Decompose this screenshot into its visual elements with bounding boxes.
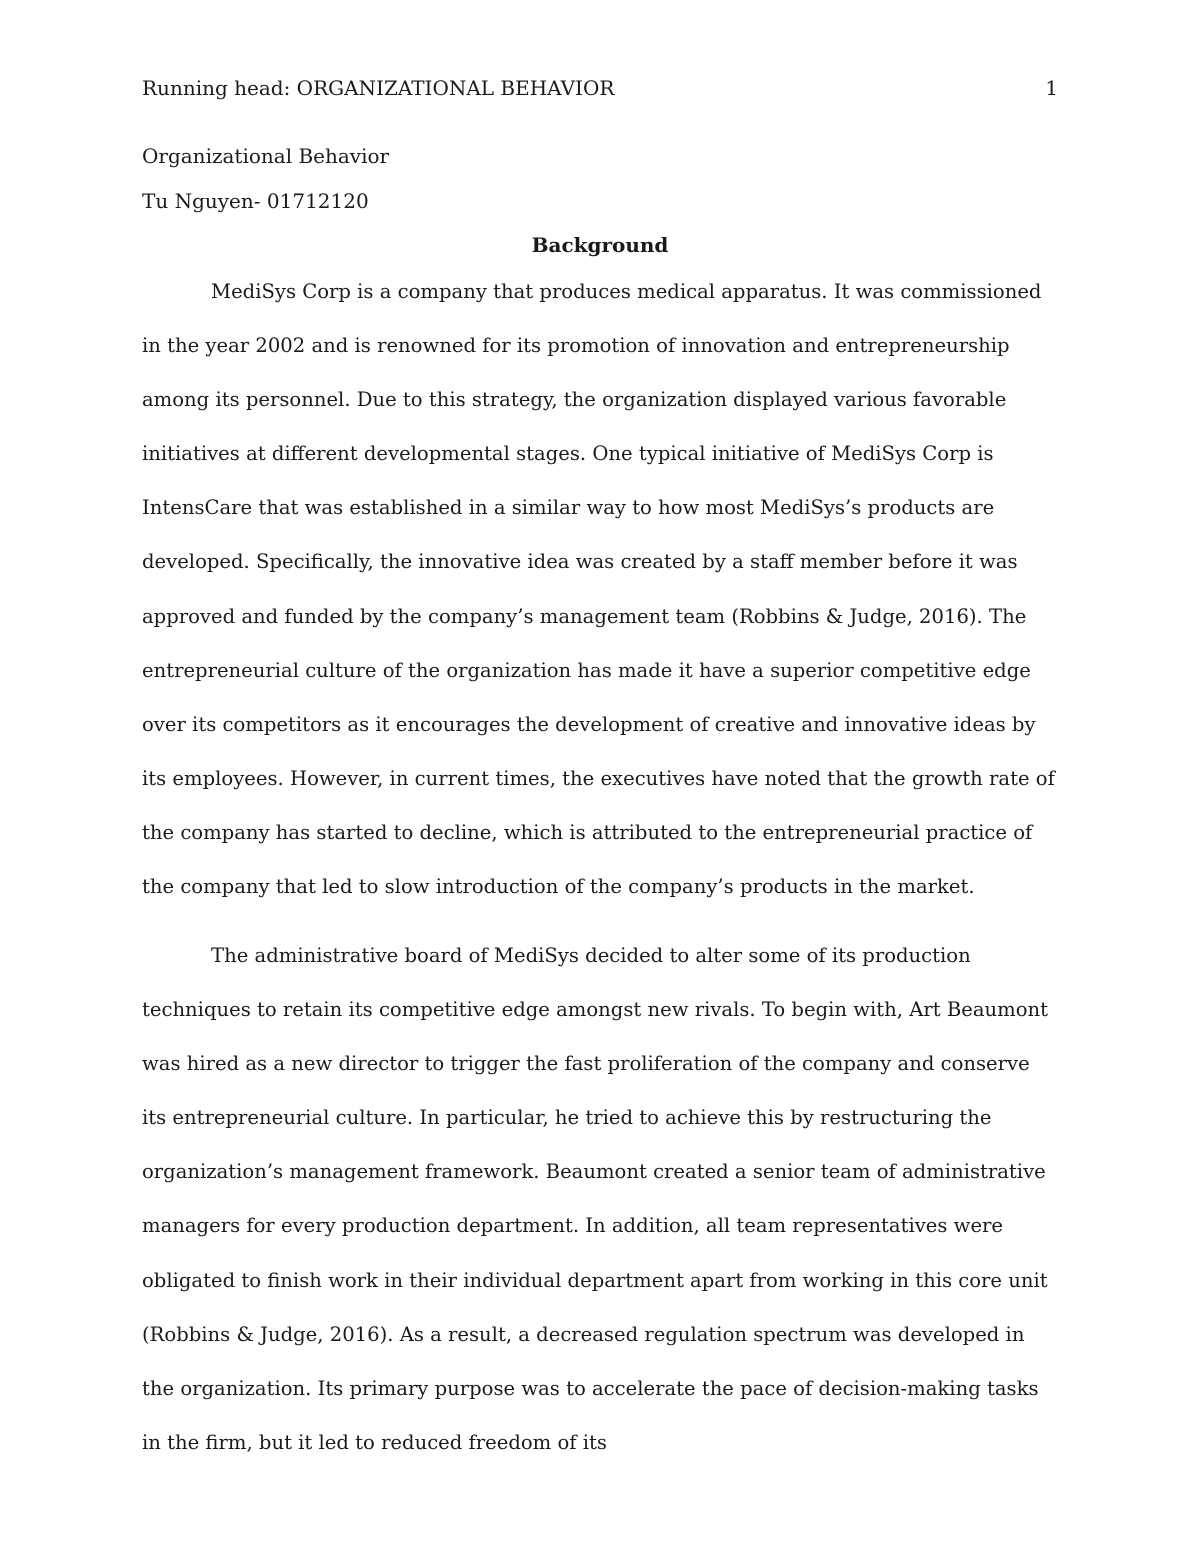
paper-title: Organizational Behavior: [142, 144, 390, 168]
page-number: 1: [1045, 76, 1058, 100]
body-paragraph: The administrative board of MediSys decided to alter some of its production techniques to retain its competitive edge amongst new rivals. To begin with, Art Beaumont was hired as a new director to trigger the fast proliferation of the company and conserve its entrepreneurial culture. In particular, he tried to achieve this by restructuring the organization’s management framework. Beaumont created a senior team of administrative managers for every production department. In addition, all team representatives were obligated to finish work in their individual department apart from working in this core unit (Robbins & Judge, 2016). As a result, a decreased regulation spectrum was developed in the organization. Its primary purpose was to accelerate the pace of decision-making tasks in the firm, but it led to reduced freedom of its: [142, 944, 1048, 1454]
body-paragraph: MediSys Corp is a company that produces medical apparatus. It was commissioned in the year 2002 and is renowned for its promotion of innovation and entrepreneurship among its personnel. Due to this strategy, the organization displayed various favorable initiatives at different developmental stages. One typical initiative of MediSys Corp is IntensCare that was established in a similar way to how most MediSys’s products are developed. Specifically, the innovative idea was created by a staff member before it was approved and funded by the company’s management team (Robbins & Judge, 2016). The entrepreneurial culture of the organization has made it have a superior competitive edge over its competitors as it encourages the development of creative and innovative ideas by its employees. However, in current times, the executives have noted that the growth rate of the company has started to decline, which is attributed to the entrepreneurial practice of the company that led to slow introduction of the company’s products in the market.: [142, 280, 1055, 899]
running-head: Running head: ORGANIZATIONAL BEHAVIOR: [142, 76, 615, 100]
section-heading: Background: [531, 233, 669, 257]
page-header: [142, 72, 1058, 104]
author-name: Tu Nguyen- 01712120: [142, 189, 369, 213]
